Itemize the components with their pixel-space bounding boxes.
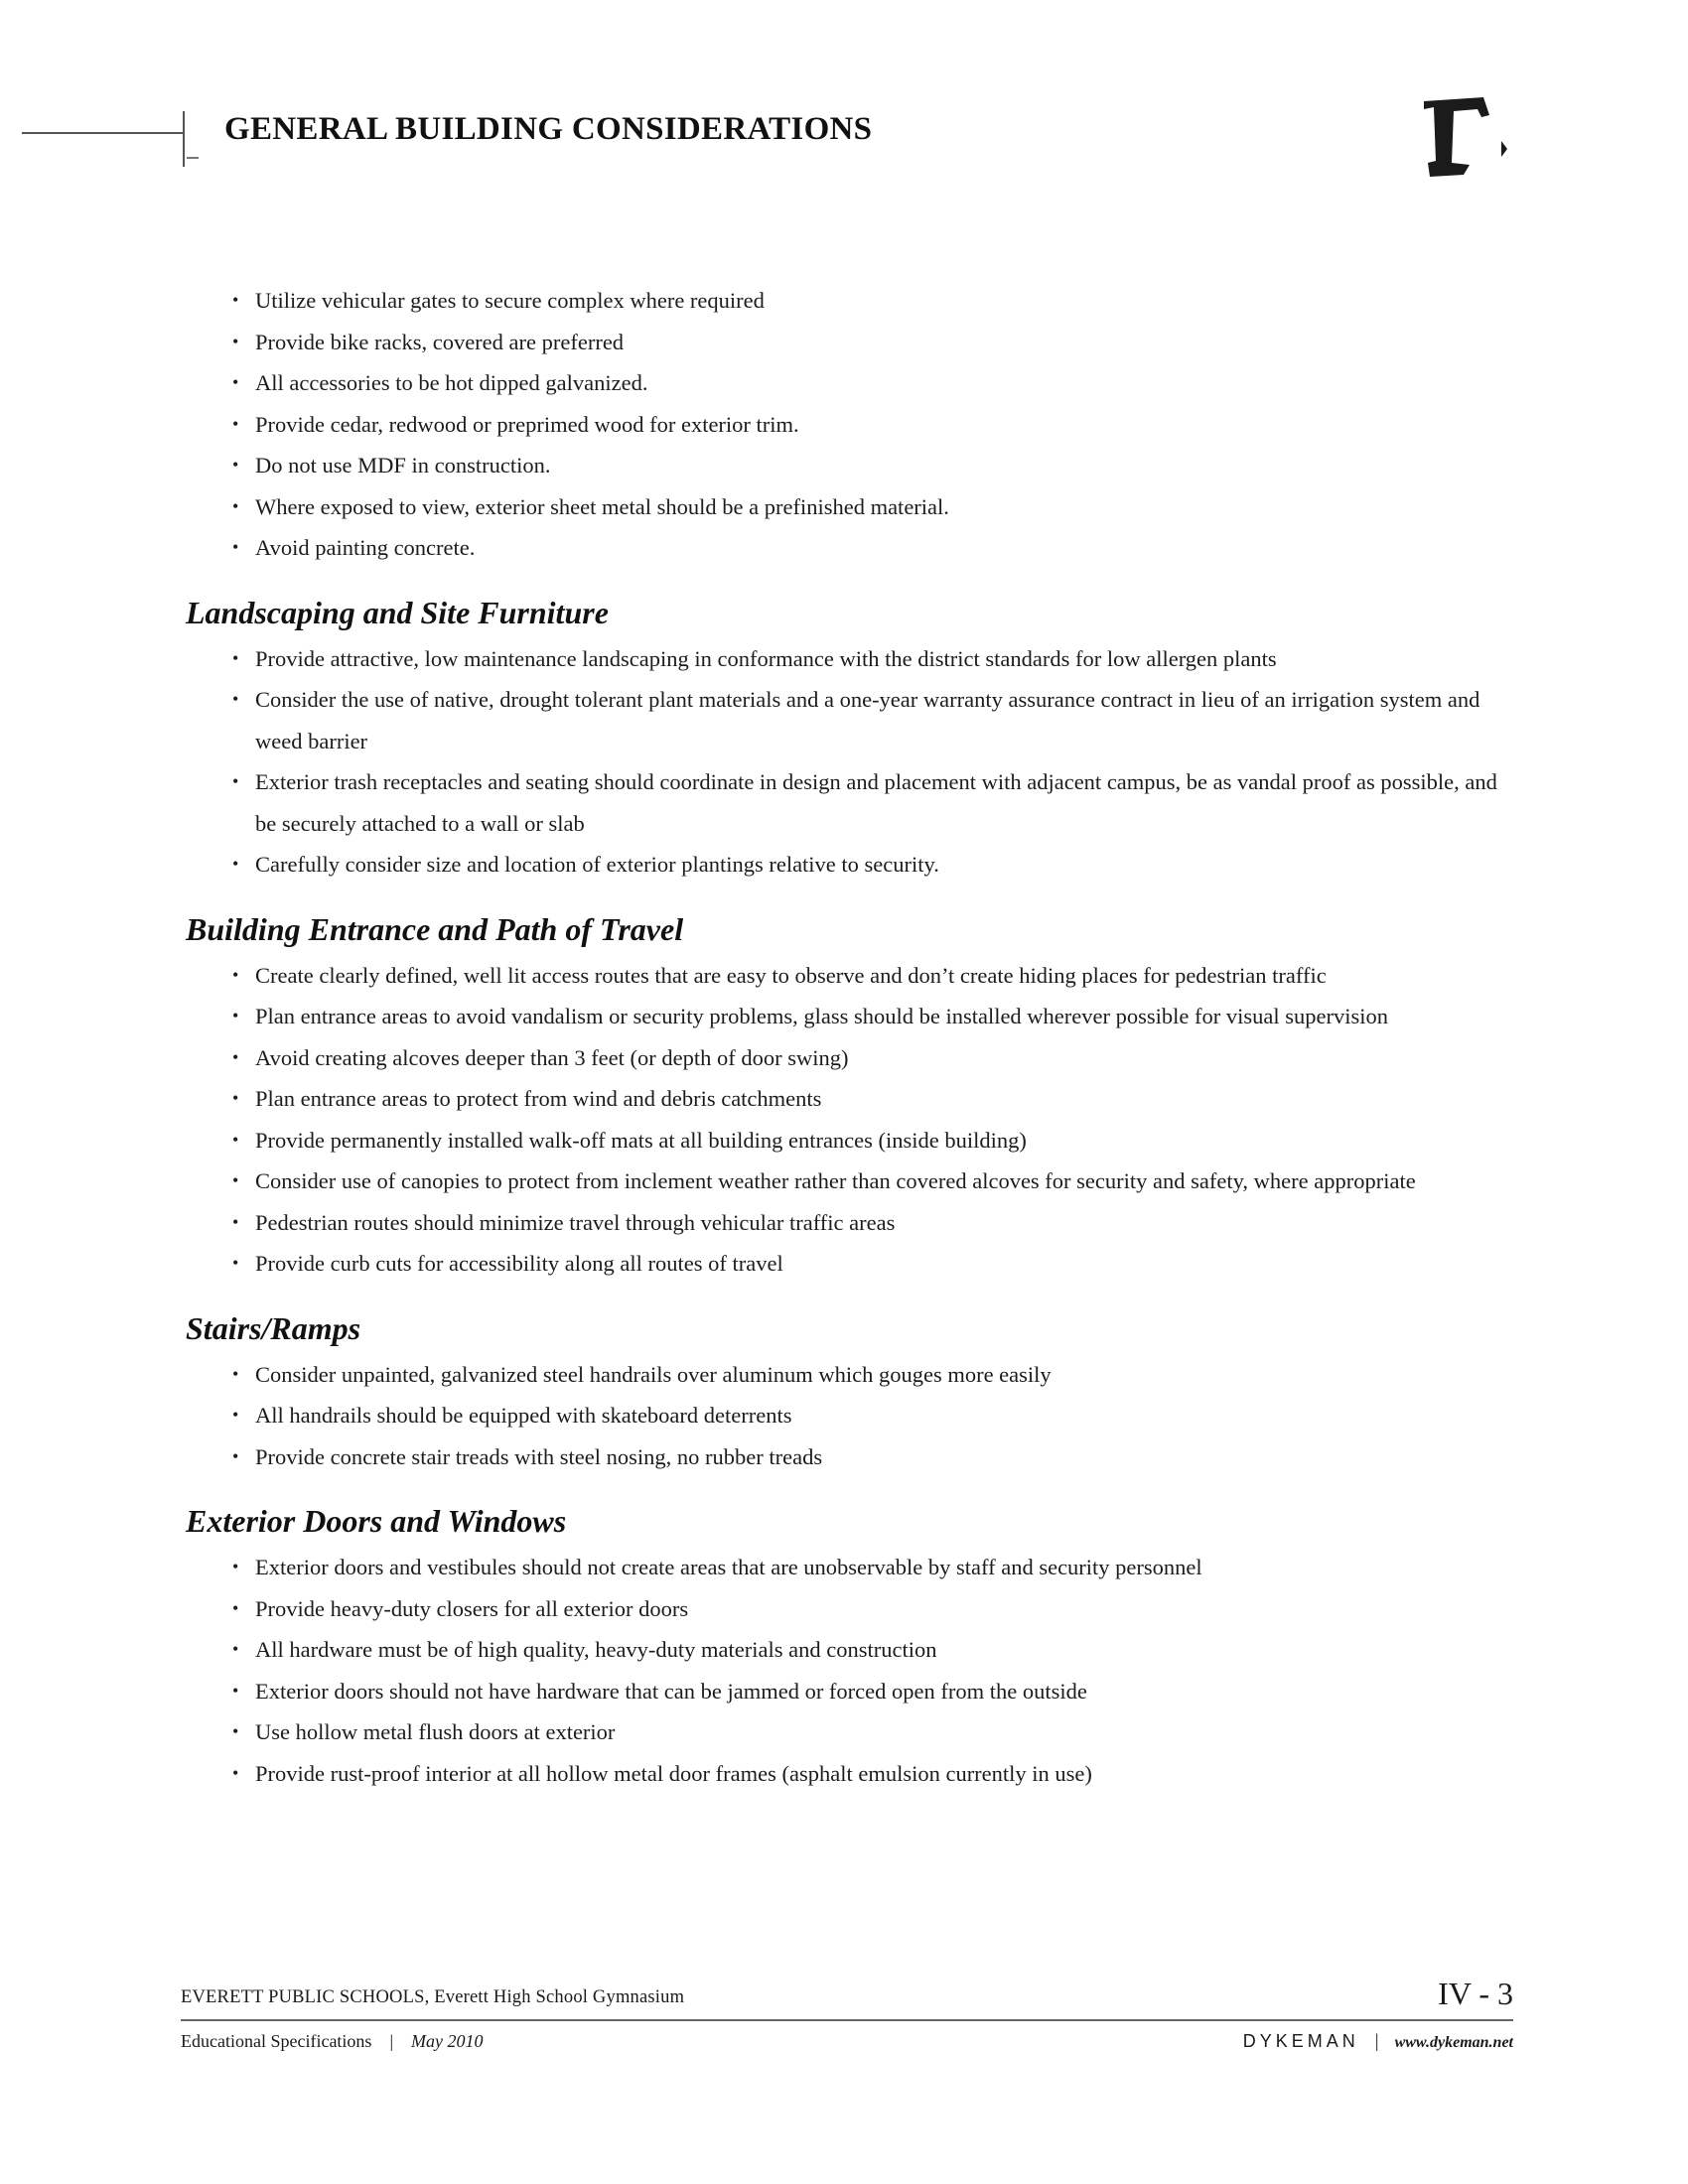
list-item	[179, 445, 1519, 486]
bullet-icon: •	[232, 1680, 239, 1701]
list-item-text: Avoid painting concrete.	[255, 535, 476, 560]
list-item-text: Exterior doors should not have hardware that can be jammed or forced open from the outside	[255, 1678, 1087, 1704]
list-item	[179, 1671, 1519, 1712]
list-item	[179, 1160, 1519, 1202]
header-tick-foot	[187, 157, 199, 159]
header-tick	[183, 111, 185, 167]
sections-container	[179, 587, 1519, 1795]
bullet-icon: •	[232, 455, 239, 475]
bullet-icon: •	[232, 1557, 239, 1576]
list-item	[179, 844, 1519, 886]
bullet-icon: •	[232, 1088, 239, 1108]
footer-organization: EVERETT PUBLIC SCHOOLS, Everett High School Gymnasium	[181, 1987, 685, 2007]
bullet-icon: •	[232, 1405, 239, 1425]
header-rule	[22, 132, 185, 134]
bullet-icon: •	[232, 372, 239, 392]
footer-date: May 2010	[411, 2031, 484, 2051]
list-item-text: Consider use of canopies to protect from inclement weather rather than covered alcoves for security and safety, where appropriate	[255, 1168, 1416, 1193]
footer-separator: |	[389, 2031, 394, 2051]
list-item-text: Consider unpainted, galvanized steel handrails over aluminum which gouges more easily	[255, 1361, 1052, 1387]
list-item	[179, 362, 1519, 404]
bullet-icon: •	[232, 331, 239, 351]
bullet-icon: •	[232, 1762, 239, 1783]
list-item	[179, 1711, 1519, 1753]
list-item	[179, 1588, 1519, 1630]
list-item-text: Provide curb cuts for accessibility along all routes of travel	[255, 1251, 783, 1276]
section	[179, 1495, 1519, 1794]
bullet-icon: •	[232, 1363, 239, 1384]
footer-url: www.dykeman.net	[1394, 2034, 1513, 2051]
list-item	[179, 404, 1519, 446]
list-item-text: Do not use MDF in construction.	[255, 453, 551, 478]
bullet-icon: •	[232, 1721, 239, 1741]
list-item-text: Provide concrete stair treads with steel nosing, no rubber treads	[255, 1443, 823, 1469]
section-heading: Stairs/Ramps	[186, 1309, 361, 1346]
section-heading: Building Entrance and Path of Travel	[186, 910, 684, 947]
section	[179, 587, 1519, 886]
bullet-icon: •	[232, 290, 239, 310]
list-item	[179, 1354, 1519, 1396]
list-item	[179, 1037, 1519, 1079]
footer-brand-block	[1243, 2031, 1513, 2053]
list-item	[179, 679, 1519, 761]
footer-brand: DYKEMAN	[1242, 2031, 1359, 2051]
footer-doc-info	[181, 2031, 484, 2052]
section-heading: Landscaping and Site Furniture	[186, 594, 609, 630]
list-item-text: Pedestrian routes should minimize travel through vehicular traffic areas	[255, 1209, 896, 1235]
section-list	[179, 1547, 1519, 1794]
section-list	[179, 1354, 1519, 1478]
list-item	[179, 280, 1519, 322]
list-item	[179, 1202, 1519, 1244]
bullet-icon: •	[232, 854, 239, 874]
list-item	[179, 1395, 1519, 1436]
list-item	[179, 1436, 1519, 1478]
list-item-text: Provide rust-proof interior at all hollow metal door frames (asphalt emulsion currently in use)	[255, 1760, 1092, 1786]
section-c-mark-icon	[1420, 93, 1509, 183]
list-item	[179, 1078, 1519, 1120]
bullet-icon: •	[232, 1211, 239, 1232]
bullet-icon: •	[232, 964, 239, 985]
list-item	[179, 1629, 1519, 1671]
list-item	[179, 761, 1519, 844]
list-item	[179, 1120, 1519, 1161]
section	[179, 903, 1519, 1285]
list-item-text: Carefully consider size and location of exterior plantings relative to security.	[255, 852, 939, 877]
list-item-text: Plan entrance areas to protect from wind and debris catchments	[255, 1086, 822, 1111]
list-item-text: Provide cedar, redwood or preprimed wood for exterior trim.	[255, 411, 799, 437]
list-item	[179, 638, 1519, 680]
list-item-text: Plan entrance areas to avoid vandalism or security problems, glass should be installed wherever possible for visual supervision	[255, 1004, 1388, 1028]
list-item	[179, 486, 1519, 528]
list-item-text: Use hollow metal flush doors at exterior	[255, 1719, 616, 1744]
bullet-icon: •	[232, 771, 239, 791]
bullet-icon: •	[232, 1639, 239, 1659]
list-item	[179, 1243, 1519, 1285]
list-item	[179, 322, 1519, 363]
list-item-text: All handrails should be equipped with skateboard deterrents	[255, 1403, 792, 1428]
section-list	[179, 638, 1519, 886]
bullet-icon: •	[232, 413, 239, 434]
section-list	[179, 955, 1519, 1285]
bullet-icon: •	[232, 1597, 239, 1618]
page-title: GENERAL BUILDING CONSIDERATIONS	[224, 111, 873, 147]
list-item-text: Avoid creating alcoves deeper than 3 feet (or depth of door swing)	[255, 1044, 849, 1070]
bullet-icon: •	[232, 1253, 239, 1273]
list-item	[179, 1547, 1519, 1588]
section	[179, 1302, 1519, 1478]
list-item	[179, 527, 1519, 569]
intro-list	[179, 280, 1519, 569]
list-item	[179, 1753, 1519, 1795]
list-item	[179, 955, 1519, 997]
bullet-icon: •	[232, 537, 239, 557]
list-item-text: Consider the use of native, drought tolerant plant materials and a one-year warranty assurance contract in lieu of an irrigation system and weed barrier	[255, 687, 1480, 753]
list-item-text: Create clearly defined, well lit access routes that are easy to observe and don’t create hiding places for pedestrian traffic	[255, 962, 1327, 988]
bullet-icon: •	[232, 1129, 239, 1150]
page-number: IV - 3	[1438, 1976, 1513, 2011]
list-item-text: Provide bike racks, covered are preferred	[255, 329, 625, 354]
list-item-text: All hardware must be of high quality, heavy-duty materials and construction	[255, 1637, 937, 1662]
footer-doc-type: Educational Specifications	[181, 2031, 372, 2051]
list-item-text: Utilize vehicular gates to secure complex where required	[255, 288, 765, 313]
list-item	[179, 996, 1519, 1037]
list-item-text: Where exposed to view, exterior sheet metal should be a prefinished material.	[255, 493, 949, 519]
list-item-text: Exterior doors and vestibules should not create areas that are unobservable by staff and security personnel	[255, 1555, 1202, 1579]
bullet-icon: •	[232, 689, 239, 709]
list-item-text: All accessories to be hot dipped galvanized.	[255, 370, 648, 395]
list-item-text: Exterior trash receptacles and seating should coordinate in design and placement with adjacent campus, be as vandal proof as possible, and be securely attached to a wall or slab	[255, 769, 1497, 836]
document-body	[179, 280, 1519, 1794]
list-item-text: Provide attractive, low maintenance landscaping in conformance with the district standards for low allergen plants	[255, 645, 1277, 671]
bullet-icon: •	[232, 1170, 239, 1190]
footer-separator: |	[1374, 2031, 1379, 2052]
bullet-icon: •	[232, 1445, 239, 1466]
bullet-icon: •	[232, 647, 239, 668]
footer-rule	[181, 2019, 1513, 2021]
section-heading: Exterior Doors and Windows	[186, 1503, 567, 1539]
list-item-text: Provide heavy-duty closers for all exterior doors	[255, 1595, 689, 1621]
bullet-icon: •	[232, 1046, 239, 1067]
bullet-icon: •	[232, 1006, 239, 1025]
list-item-text: Provide permanently installed walk-off mats at all building entrances (inside building)	[255, 1127, 1027, 1153]
bullet-icon: •	[232, 495, 239, 516]
